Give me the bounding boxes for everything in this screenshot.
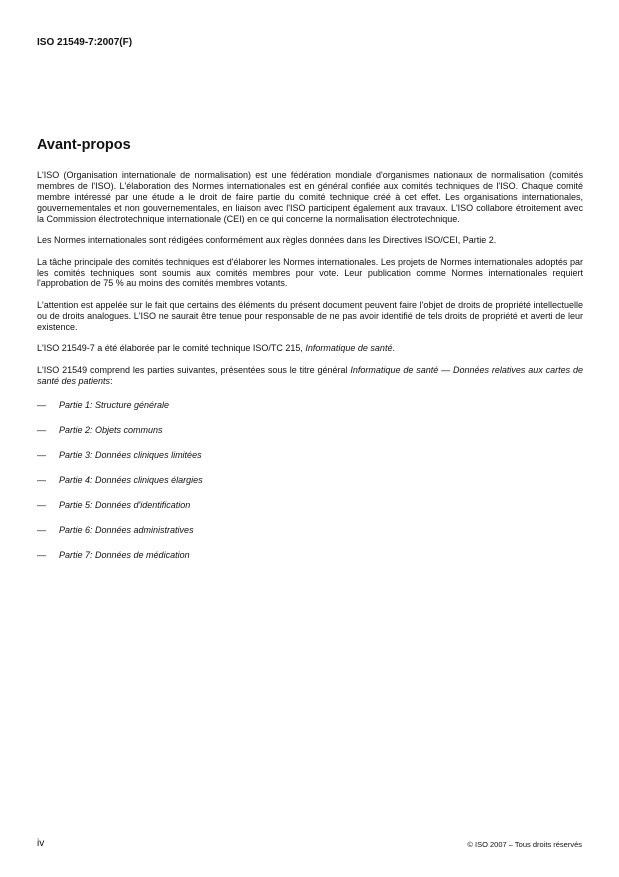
- list-item: [37, 450, 583, 475]
- paragraph: L'attention est appelée sur le fait que certains des éléments du présent document peuvent faire l'objet de droits de propriété intellectuelle ou de droits analogues. L'ISO ne saurait être tenue pour responsable de ne pas avoir identifié de tels droits de propriété et averti de leur existence.: [37, 299, 583, 332]
- dash: —: [37, 474, 46, 485]
- list-item: [37, 475, 583, 500]
- list-item-label: Partie 6: Données administratives: [59, 524, 194, 535]
- dash: —: [37, 499, 46, 510]
- dash: —: [37, 424, 46, 435]
- list-item-label: Partie 7: Données de médication: [59, 549, 190, 560]
- parts-list: [37, 400, 583, 575]
- document-id-header: ISO 21549-7:2007(F): [37, 37, 133, 48]
- paragraph: [37, 343, 583, 354]
- list-item-label: Partie 2: Objets communs: [59, 424, 163, 435]
- list-item-label: Partie 3: Données cliniques limitées: [59, 449, 202, 460]
- list-item-label: Partie 5: Données d'identification: [59, 499, 191, 510]
- paragraph-text: L'ISO 21549 comprend les parties suivantes, présentées sous le titre général: [37, 364, 351, 375]
- foreword-body: [37, 170, 583, 575]
- list-item: [37, 550, 583, 575]
- paragraph: La tâche principale des comités techniques est d'élaborer les Normes internationales. Les projets de Normes internationales adoptés par les comités techniques sont soumis aux comités membres pour vote. Leur publication comme Normes internationales requiert l'approbation de 75 % au moins des comités membres votants.: [37, 256, 583, 289]
- dash: —: [37, 549, 46, 560]
- list-item-label: Partie 4: Données cliniques élargies: [59, 474, 203, 485]
- list-item: [37, 525, 583, 550]
- paragraph-text: :: [110, 375, 113, 386]
- paragraph-text: L'ISO 21549-7 a été élaborée par le comité technique ISO/TC 215,: [37, 343, 306, 354]
- list-item: [37, 400, 583, 425]
- dash: —: [37, 399, 46, 410]
- page-number: iv: [37, 838, 45, 849]
- paragraph-text: .: [392, 343, 395, 354]
- paragraph-italic: Informatique de santé — Données relatives aux cartes de santé des patients: [37, 364, 583, 386]
- list-item: [37, 500, 583, 525]
- section-title: Avant-propos: [37, 137, 131, 153]
- dash: —: [37, 449, 46, 460]
- list-item-label: Partie 1: Structure générale: [59, 399, 170, 410]
- dash: —: [37, 524, 46, 535]
- paragraph: Les Normes internationales sont rédigées conformément aux règles données dans les Directives ISO/CEI, Partie 2.: [37, 235, 497, 246]
- list-item: [37, 425, 583, 450]
- paragraph: L'ISO (Organisation internationale de normalisation) est une fédération mondiale d'organismes nationaux de normalisation (comités membres de l'ISO). L'élaboration des Normes internationales est en général confiée aux comités techniques de l'ISO. Chaque comité membre intéressé par une étude a le droit de faire partie du comité technique créé à cet effet. Les organisations internationales, gouvernementales et non gouvernementales, en liaison avec l'ISO participent également aux travaux. L'ISO collabore étroitement avec la Commission électrotechnique internationale (CEI) en ce qui concerne la normalisation électrotechnique.: [37, 170, 583, 224]
- paragraph: [37, 365, 583, 387]
- paragraph-italic: Informatique de santé: [305, 343, 393, 354]
- copyright-notice: © ISO 2007 – Tous droits réservés: [467, 840, 582, 849]
